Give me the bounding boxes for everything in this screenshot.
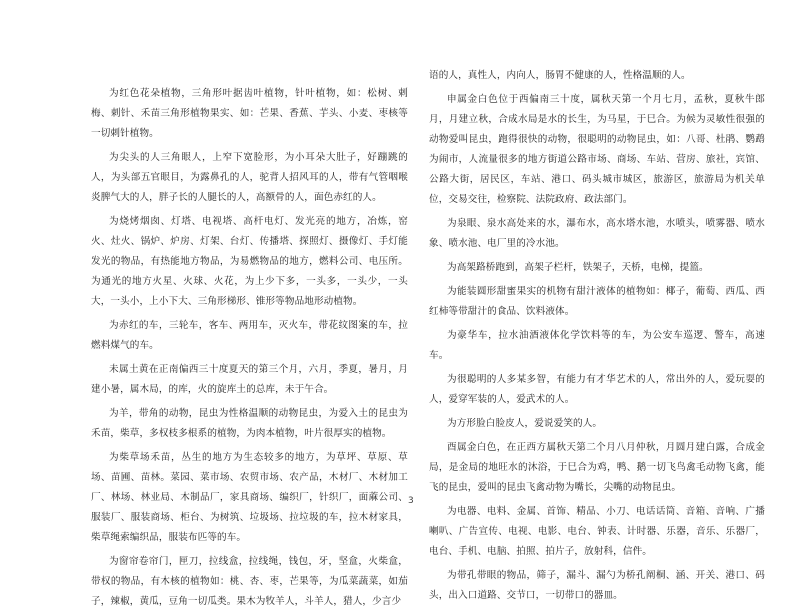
paragraph: 语的人，真性人，内向人，肠胃不健康的人，性格温顺的人。 xyxy=(429,70,691,81)
page-number: 3 xyxy=(408,496,414,506)
paragraph: 为豪华车，拉水油酒液体化学饮料等的车，为公安车巡逻、警车，高速车。 xyxy=(429,330,765,361)
right-text-column xyxy=(429,66,765,610)
paragraph: 为很聪明的人多某多智，有能力有才华艺术的人，常出外的人，爱玩耍的人，爱穿军装的人，爱武术的人。 xyxy=(429,374,765,405)
paragraph: 为电器、电料、金属、首饰、精品、小刀、电话话筒、音箱、音响、广播喇叭、广告宣传、电视、电影、电台、钟表、计时器、乐器，音乐、乐器厂，电台、手机、电脑、拍照、拍片子，放射科，信件。 xyxy=(429,506,765,557)
paragraph: 为柴草场禾苗，丛生的地方为生态较多的地方，为草坪、草原、草场、苗圃、苗林。菜园、菜市场、农贸市场、农产品，木材厂、木材加工厂、林场、林业局、木制品厂，家具商场、编织厂，针织厂，面蔴公司、服装厂、服装商场、柜台、为树筑、垃圾场、拉垃圾的车，拉木材家具，柴草绳索编织品，服装布匹等的车。 xyxy=(91,452,408,543)
paragraph: 为方形脸白脸皮人，爱说爱笑的人。 xyxy=(447,418,603,429)
paragraph: 申属金白色位于西偏南三十度，属秋天第一个月七月，孟秋，夏秋牛郎月，月建立秋，合成水局是水的长生，为马星，于巳合。为候为灵敏性很强的动物爱叫昆虫，跑得很快的动物，很聪明的动物昆虫，如：八哥、杜鹃、鹦鹉为闹市，人流量很多的地方街道公路市场、商场、车站、营房、旅社，宾馆、公路大街，居民区，车站、港口、码头城市城区，旅游区，旅游局为机关单位，交易交往，检察院、法院政府、政法部门。 xyxy=(429,94,765,205)
paragraph: 为羊，带角的动物，昆虫为性格温顺的动物昆虫，为爱入土的昆虫为禾苗，柴草，多权枝多根系的植物，为肉本植物，叶片很厚实的植物。 xyxy=(91,408,408,439)
paragraph: 为泉眼、泉水高处来的水，瀑布水，高水塔水池，水喷头，喷雾器、喷水象、喷水池、电厂里的冷水池。 xyxy=(429,218,765,249)
paragraph: 未属土黄在正南偏西三十度夏天的第三个月，六月，季夏，暑月，月建小暑，属木局，的库，火的旋库土的总库，未于午合。 xyxy=(91,364,408,395)
paragraph: 酉属金白色，在正西方属秋天第二个月八月仲秋，月圆月建白露，合成金局，是金局的地旺水的沐浴，于巳合为鸡，鸭、鹅一切飞鸟禽毛动物飞禽，能飞的昆虫，爱叫的昆虫飞禽动物为嘴长，尖嘴的动物昆虫。 xyxy=(429,442,765,493)
left-text-column xyxy=(91,84,408,616)
paragraph: 为赤红的车，三轮车，客车、两用车，灭火车，带花纹图案的车，拉燃料煤气的车。 xyxy=(91,320,408,351)
paragraph: 为红色花朵植物，三角形叶据齿叶植物，针叶植物，如：松树、剌梅、刺针、禾苗三角形植物果实、如：芒果、香蕉、芋头、小麦、枣核等一切刺针植物。 xyxy=(91,88,408,139)
paragraph: 为能装圆形甜蜜果实的机物有甜汁液体的植物如：椰子，葡萄、西瓜、西红柿等带甜汁的食品、饮料液体。 xyxy=(429,286,765,317)
paragraph: 为尖头的人三角眼人，上窄下宽脸形，为小耳朵大肚子，好蹦跳的人，为头部五官眼目，为露鼻孔的人，驼背人招风耳的人，带有气管咽喉炎脾气大的人，胖子长的人腿长的人，高额骨的人，面色赤红的人。 xyxy=(91,152,408,203)
paragraph: 为高架路桥跑到，高架子栏杆，铁架子，天桥，电梯，提篮。 xyxy=(447,262,709,273)
paragraph: 为带孔带眼的物品，筛子，漏斗、漏勺为桥孔阐桐、涵、开关、港口、码头，出入口道路、交节口，一切带口的器皿。 xyxy=(429,570,765,601)
paragraph: 为烧烤烟囱、灯塔、电视塔、高杆电灯、发光亮的地方，冶炼，窑火、灶火、锅炉、炉房、灯架、台灯、传播塔、探照灯、摄像灯、手灯能发光的物品，有热能地方物品，为易燃物品的地方，燃料公司、电压所。为通光的地方火星、火球、火花，为上少下多，一头多，一头少，一头大，一头小，上小下大、三角形梯形、锥形等物品地形动植物。 xyxy=(91,216,408,307)
paragraph: 为窗帘卷帘门，匣刀，拉线盒，拉线绳，钱包，牙，坚盒，火柴盒，带权的物品，有木核的植物如：桃、杏、枣，芒果等，为瓜菜蔬菜，如茄子，辣椒，黄瓜，豆角一切瓜类。果木为牧羊人，斗羊人，猎人，少言少 xyxy=(91,556,408,607)
